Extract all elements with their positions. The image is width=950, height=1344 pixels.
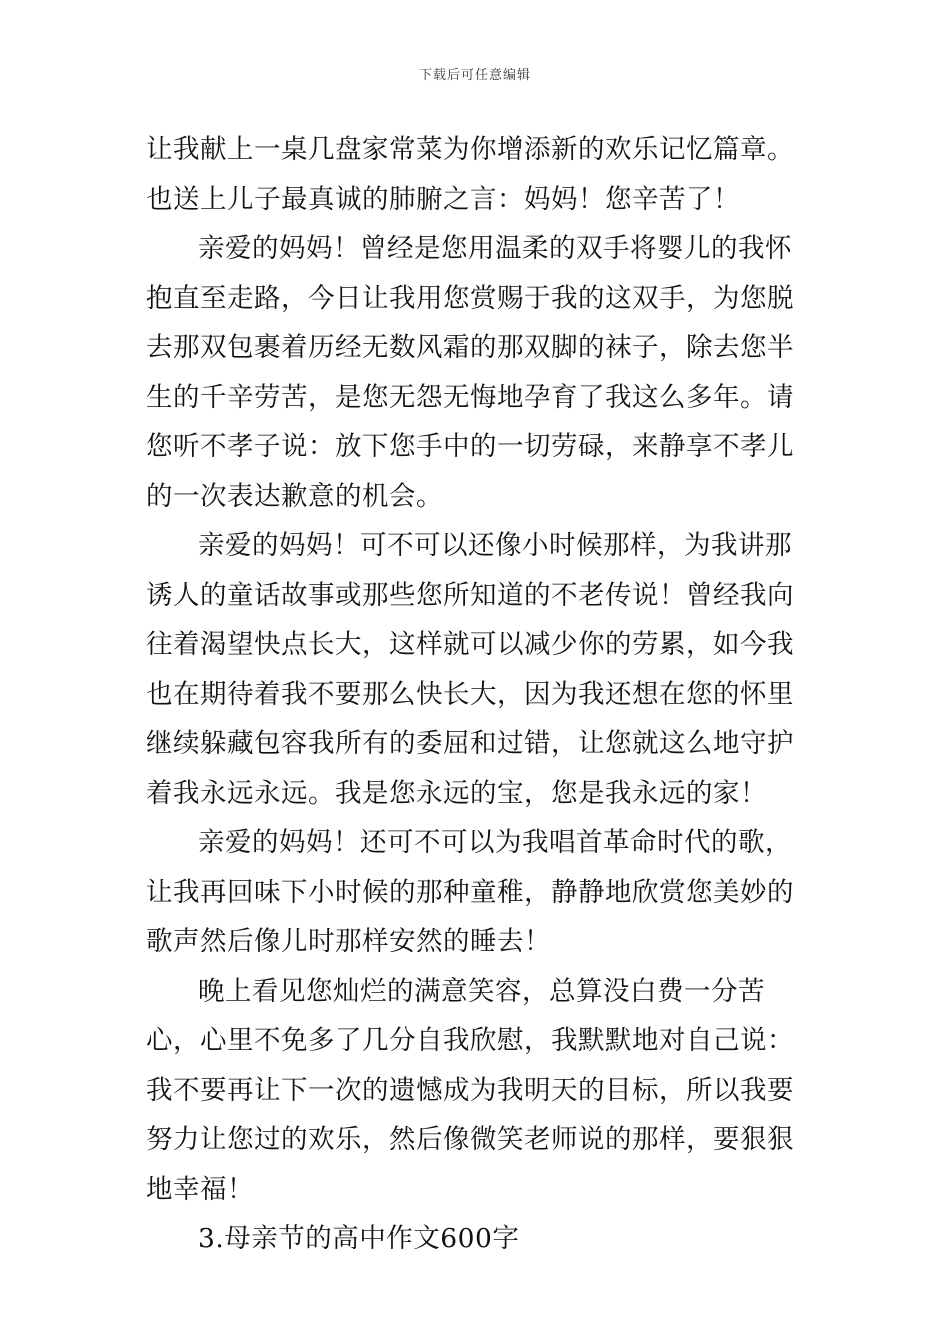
page-header: 下载后可任意编辑 <box>418 68 531 83</box>
paragraph-5: 晚上看见您灿烂的满意笑容，总算没白费一分苦心，心里不免多了几分自我欣慰，我默默地对自己说：我不要再让下一次的遗憾成为我明天的目标，所以我要努力让您过的欢乐，然后像微笑老师说的那样，要狠狠地幸福！ <box>146 975 794 1205</box>
paragraph-2: 亲爱的妈妈！曾经是您用温柔的双手将婴儿的我怀抱直至走路，今日让我用您赏赐于我的这双手，为您脱去那双包裹着历经无数风霜的那双脚的袜子，除去您半生的千辛劳苦，是您无怨无悔地孕育了我这么多年。请您听不孝子说：放下您手中的一切劳碌，来静享不孝儿的一次表达歉意的机会。 <box>146 233 794 512</box>
paragraph-1: 让我献上一桌几盘家常菜为你增添新的欢乐记忆篇章。也送上儿子最真诚的肺腑之言：妈妈！您辛苦了！ <box>146 134 794 215</box>
section-heading: 3.母亲节的高中作文600字 <box>198 1223 520 1254</box>
paragraph-3: 亲爱的妈妈！可不可以还像小时候那样，为我讲那诱人的童话故事或那些您所知道的不老传说！曾经我向往着渴望快点长大，这样就可以减少你的劳累，如今我也在期待着我不要那么快长大，因为我还想在您的怀里继续躲藏包容我所有的委屈和过错，让您就这么地守护着我永远永远。我是您永远的宝，您是我永远的家！ <box>146 530 794 809</box>
document-body <box>146 125 806 1264</box>
paragraph-4: 亲爱的妈妈！还可不可以为我唱首革命时代的歌，让我再回味下小时候的那种童稚，静静地欣赏您美妙的歌声然后像儿时那样安然的睡去！ <box>146 827 794 957</box>
